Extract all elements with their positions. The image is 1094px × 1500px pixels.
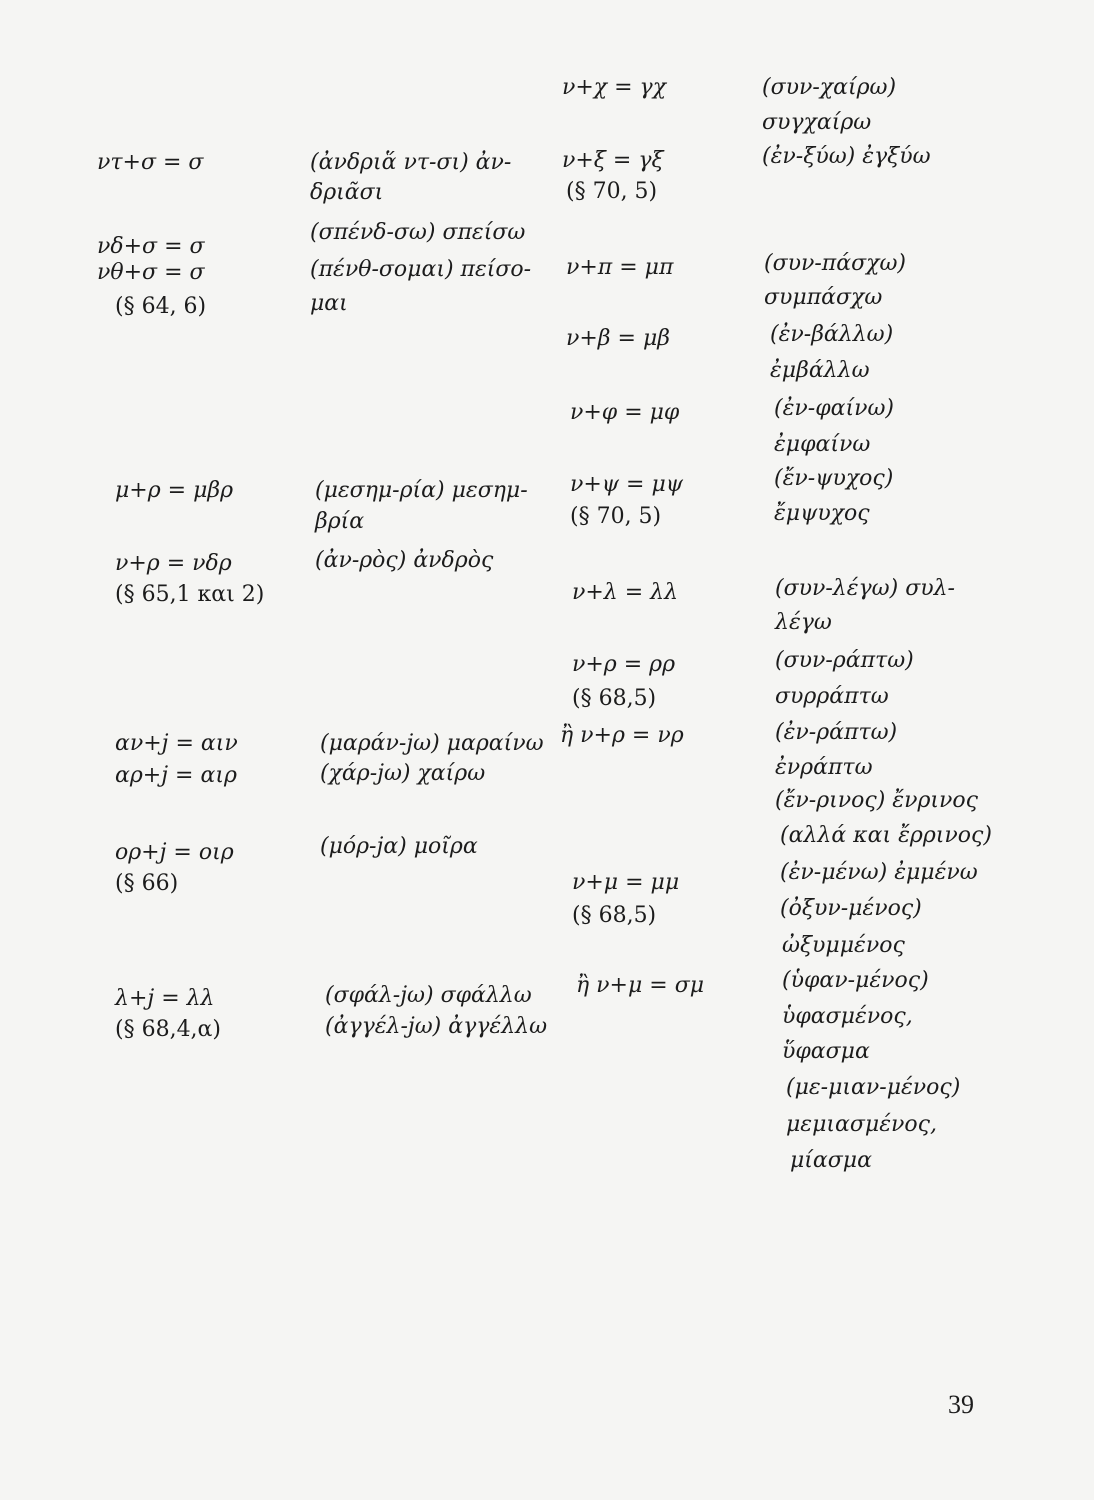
example-text: (ἐν-μένω) ἐμμένω [780, 860, 978, 885]
example-text: ὑφασμένος, [782, 1004, 913, 1029]
example-text: (χάρ-jω) χαίρω [320, 761, 486, 786]
rule-n-ks: ν+ξ = γξ [562, 148, 664, 173]
example-text: (συν-ράπτω) [775, 648, 914, 673]
example-text: μεμιασμένος, [786, 1112, 937, 1137]
example-text: (αλλά και ἔρρινος) [780, 823, 992, 848]
rule-n-l: ν+λ = λλ [572, 580, 679, 605]
example-text: (ἀν-ρὸς) ἀνδρὸς [315, 548, 494, 573]
rule-n-ps: ν+ψ = μψ [570, 472, 684, 497]
rule-n-m: ν+μ = μμ [572, 870, 680, 895]
rule-nd-s: νδ+σ = σ [97, 234, 205, 259]
rule-m-r: μ+ρ = μβρ [115, 478, 234, 503]
example-text: (ἐν-βάλλω) [770, 322, 894, 347]
example-text: (ἐν-φαίνω) [774, 396, 894, 421]
example-text: (μόρ-jα) μοῖρα [320, 834, 478, 859]
example-text: (συν-χαίρω) [762, 75, 897, 100]
example-text: μίασμα [790, 1148, 872, 1173]
rule-l-j: λ+j = λλ [115, 986, 215, 1011]
example-text: ἐμβάλλω [770, 358, 870, 383]
example-text: (ὀξυν-μένος) [780, 896, 922, 921]
rule-n-b: ν+β = μβ [566, 326, 670, 351]
example-text: ἐνράπτω [775, 755, 873, 780]
rule-n-ph: ν+φ = μφ [570, 400, 680, 425]
example-text: (ἔν-ψυχος) [774, 466, 894, 491]
rule-ar-j: αρ+j = αιρ [115, 763, 237, 788]
section-reference: (§ 64, 6) [115, 294, 207, 319]
example-text: (ἔν-ρινος) ἔνρινος [775, 788, 978, 813]
example-text: (συν-πάσχω) [764, 251, 906, 276]
example-text: συγχαίρω [762, 110, 872, 135]
example-text: ὠξυμμένος [782, 933, 905, 958]
example-text: (μεσημ-ρία) μεσημ- [315, 478, 528, 503]
section-reference: (§ 66) [115, 871, 179, 896]
rule-n-r: ν+ρ = ρρ [572, 652, 676, 677]
example-text: ἔμψυχος [774, 501, 870, 526]
example-text: (ὑφαν-μένος) [782, 968, 929, 993]
section-reference: (§ 68,4,α) [115, 1017, 221, 1042]
section-reference: (§ 65,1 και 2) [115, 582, 265, 607]
example-text: (σφάλ-jω) σφάλλω [325, 983, 532, 1008]
rule-n-p: ν+π = μπ [566, 255, 674, 280]
example-text: (ἐν-ράπτω) [775, 720, 898, 745]
rule-an-j: αν+j = αιν [115, 731, 238, 756]
example-text: (σπένδ-σω) σπείσω [310, 220, 526, 245]
example-text: ὕφασμα [782, 1039, 870, 1064]
page-number: 39 [948, 1390, 974, 1419]
section-reference: (§ 68,5) [572, 686, 657, 711]
example-text: (πένθ-σομαι) πείσο- [310, 257, 532, 282]
rule-nth-s: νθ+σ = σ [97, 260, 205, 285]
example-text: ἐμφαίνω [774, 432, 871, 457]
example-text: βρία [315, 509, 365, 534]
example-text: (μαράν-jω) μαραίνω [320, 731, 544, 756]
rule-nt-s: ντ+σ = σ [97, 150, 204, 175]
example-text: (με-μιαν-μένος) [786, 1075, 961, 1100]
example-text: συρράπτω [775, 684, 889, 709]
rule-n-kh: ν+χ = γχ [562, 75, 667, 100]
example-text: (ἀγγέλ-jω) ἀγγέλλω [325, 1014, 548, 1039]
example-text: συμπάσχω [764, 285, 883, 310]
example-text: (συν-λέγω) συλ- [775, 576, 955, 601]
example-text: (ἐν-ξύω) ἐγξύω [762, 144, 931, 169]
section-reference: (§ 70, 5) [570, 504, 662, 529]
section-reference: (§ 68,5) [572, 903, 657, 928]
rule-n-r-alt: ἢ ν+ρ = νρ [560, 723, 684, 748]
rule-or-j: ορ+j = οιρ [115, 840, 234, 865]
section-reference: (§ 70, 5) [566, 179, 658, 204]
example-text: λέγω [775, 610, 832, 635]
example-text: μαι [310, 291, 348, 316]
example-text: δριᾶσι [310, 180, 384, 205]
example-text: (ἀνδριἅ ντ-σι) ἀν- [310, 150, 512, 175]
rule-n-m-alt: ἢ ν+μ = σμ [576, 973, 705, 998]
rule-n-r: ν+ρ = νδρ [115, 551, 232, 576]
